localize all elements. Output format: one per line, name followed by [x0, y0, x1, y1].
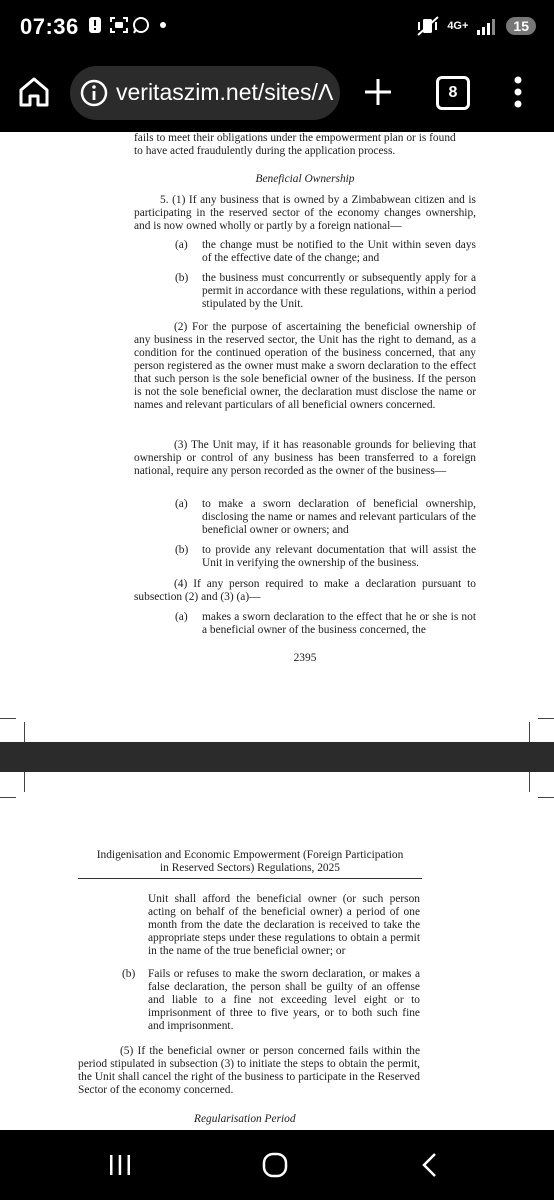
- intro-line-1: fails to meet their obligations under the empowerment plan or is found: [134, 132, 456, 144]
- section-heading-2: Regularisation Period: [194, 1113, 296, 1125]
- item-label: (b): [175, 544, 189, 556]
- item-5-4-a: makes a sworn declaration to the effect that he or she is not a beneficial owner of the business concerned, the: [202, 611, 476, 636]
- url-bar[interactable]: [70, 66, 340, 120]
- crop-mark: [529, 772, 530, 792]
- running-header-line-2: in Reserved Sectors) Regulations, 2025: [159, 862, 340, 874]
- info-icon[interactable]: [80, 79, 108, 107]
- item-5-3-b: to provide any relevant documentation that will assist the Unit in verifying the ownership of the business.: [202, 544, 476, 569]
- status-time: 07:36: [20, 14, 79, 39]
- battery-level: 15: [506, 17, 536, 35]
- item-5-3-a: to make a sworn declaration of beneficial ownership, disclosing the name or names and relevant particulars of the beneficial owner or owners; and: [202, 498, 476, 536]
- vibrate-mute-icon: [417, 16, 439, 36]
- section-5-3: (3) The Unit may, if it has reasonable grounds for believing that ownership or control of any business has been transferred to a foreign national, require any person recorded as the owner of the business—: [134, 439, 476, 477]
- page-number: 2395: [293, 652, 317, 664]
- running-header-line-1: Indigenisation and Economic Empowerment (Foreign Participation: [96, 849, 404, 861]
- page-separator: [0, 742, 554, 772]
- document-page-next: [0, 772, 554, 1130]
- url-text[interactable]: veritaszim.net/sites/Λ: [116, 79, 334, 105]
- recent-apps-icon[interactable]: [108, 1154, 132, 1176]
- alert-notification-icon: [86, 16, 104, 34]
- screenshot-notification-icon: [110, 16, 128, 34]
- tab-switcher-button[interactable]: 8: [436, 76, 470, 110]
- whatsapp-notification-icon: [132, 16, 150, 34]
- system-nav-bar: [0, 1130, 554, 1200]
- section-5-5: (5) If the beneficial owner or person concerned fails within the period stipulated in subsection (3) to initiate the steps to obtain the permit, the Unit shall cancel the right of the business to participate in the Reserved Sector of the economy concerned.: [78, 1045, 420, 1096]
- document-page-2395: [0, 132, 554, 742]
- crop-mark: [529, 722, 530, 742]
- item-label: (b): [122, 968, 136, 980]
- more-notifications-dot: [160, 22, 166, 28]
- item-label: (a): [175, 611, 188, 623]
- intro-line-2: to have acted fraudulently during the application process.: [134, 145, 396, 157]
- section-5-2: (2) For the purpose of ascertaining the beneficial ownership of any business in the reserved sector, the Unit has the right to demand, as a condition for the continued operation of the business concerned, that any person registered as the owner must make a sworn declaration to the effect that such person is the sole beneficial owner of the business. If the person is not the sole beneficial owner, the declaration must disclose the name or names and relevant particulars of all beneficial owners concerned.: [134, 321, 476, 411]
- section-heading: Beneficial Ownership: [255, 173, 355, 185]
- more-vert-icon[interactable]: [508, 74, 528, 110]
- section-5-4: (4) If any person required to make a declaration pursuant to subsection (2) and (3) (a)—: [134, 578, 476, 603]
- crop-mark: [538, 718, 554, 719]
- item-label: (b): [175, 272, 189, 284]
- nav-home-icon[interactable]: [262, 1152, 288, 1178]
- status-right-group: [417, 14, 536, 38]
- item-label: (a): [175, 239, 188, 251]
- home-icon[interactable]: [16, 74, 52, 110]
- back-icon[interactable]: [420, 1152, 438, 1178]
- crop-mark: [0, 797, 16, 798]
- header-rule: [78, 878, 422, 879]
- crop-mark: [0, 718, 16, 719]
- item-5-4-a-continued: Unit shall afford the beneficial owner (or such person acting on behalf of the beneficial owner) a period of one month from the date the declaration is received to take the appropriate steps under these regulations to obtain a permit in the name of the true beneficial owner; or: [148, 893, 420, 957]
- item-5-1-a: the change must be notified to the Unit within seven days of the effective date of the change; and: [202, 239, 476, 264]
- item-5-4-b: Fails or refuses to make the sworn declaration, or makes a false declaration, the person shall be guilty of an offense and liable to a fine not exceeding level eight or to imprisonment of three to five years, or to both such fine and imprisonment.: [148, 968, 420, 1032]
- item-label: (a): [175, 498, 188, 510]
- section-5-1: 5. (1) If any business that is owned by a Zimbabwean citizen and is participating in the reserved sector of the economy changes ownership, and is now owned wholly or partly by a foreign national—: [134, 194, 476, 232]
- network-type: 4G+: [447, 20, 469, 32]
- item-5-1-b: the business must concurrently or subsequently apply for a permit in accordance with these regulations, within a period stipulated by the Unit.: [202, 272, 476, 310]
- status-bar: [0, 0, 554, 54]
- crop-mark: [24, 772, 25, 792]
- crop-mark: [24, 722, 25, 742]
- crop-mark: [538, 797, 554, 798]
- signal-icon: [476, 16, 498, 36]
- browser-toolbar: [0, 54, 554, 132]
- plus-icon[interactable]: [360, 74, 396, 110]
